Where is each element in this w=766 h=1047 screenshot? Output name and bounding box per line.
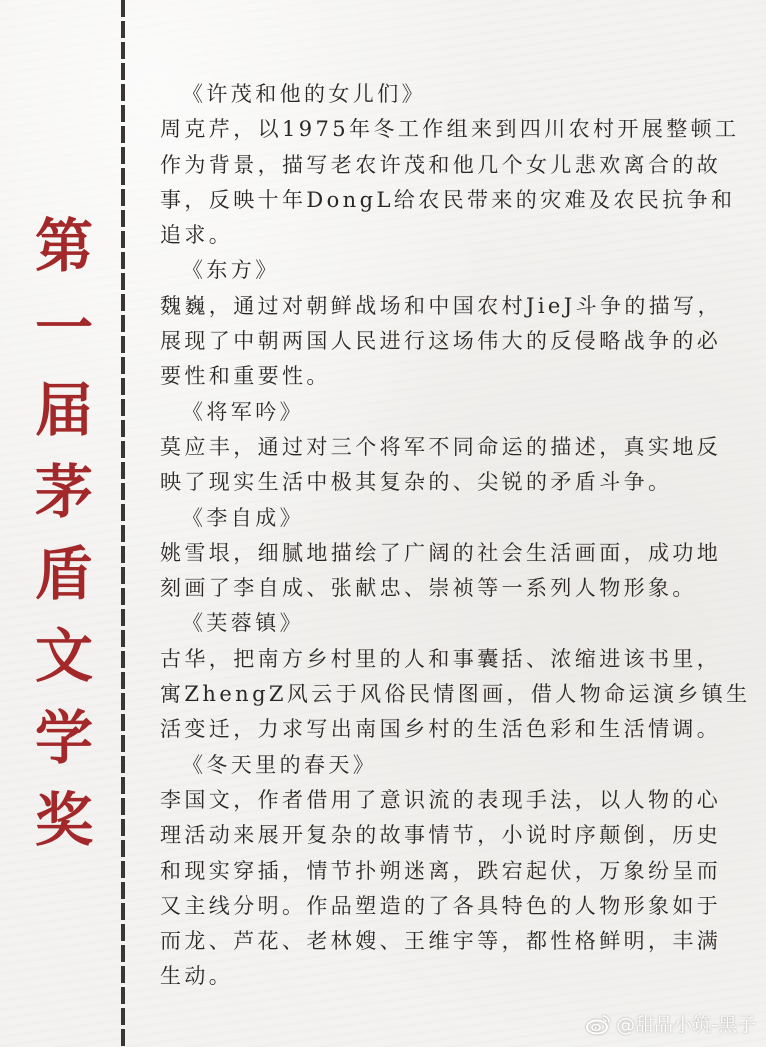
title-char: 一 [34, 294, 93, 362]
entry [160, 606, 750, 747]
title-char: 届 [34, 376, 93, 444]
dashed-divider [121, 0, 125, 1047]
entry [160, 501, 750, 607]
description-line: 刻画了李自成、张献忠、崇祯等一系列人物形象。 [160, 576, 697, 601]
title-char: 学 [34, 704, 93, 772]
description-line: 生动。 [160, 964, 234, 989]
description-line: 要性和重要性。 [160, 364, 331, 389]
entries-list [160, 77, 750, 995]
title-char: 第 [34, 212, 93, 280]
description-line: 理活动来展开复杂的故事情节，小说时序颠倒，历史 [160, 823, 722, 848]
book-title: 《将军吟》 [182, 399, 304, 424]
book-title: 《冬天里的春天》 [182, 752, 378, 777]
description-line: 追求。 [160, 223, 234, 248]
description-line: 周克芹，以1975年冬工作组来到四川农村开展整顿工 [160, 117, 740, 142]
title-char: 文 [34, 622, 93, 690]
description-line: 寓ZhengZ风云于风俗民情图画，借人物命运演乡镇生 [160, 682, 751, 707]
description-line: 魏巍，通过对朝鲜战场和中国农村JieJ斗争的描写， [160, 293, 722, 318]
book-title: 《芙蓉镇》 [182, 611, 304, 636]
book-title: 《东方》 [182, 258, 280, 283]
description-line: 姚雪垠，细腻地描绘了广阔的社会生活画面，成功地 [160, 540, 722, 565]
description-line: 和现实穿插，情节扑朔迷离，跌宕起伏，万象纷呈而 [160, 858, 722, 883]
watermark-text: @甜品小筑-黑子 [616, 1014, 756, 1036]
description-line: 作为背景，描写老农许茂和他几个女儿悲欢离合的故 [160, 152, 722, 177]
watermark [586, 1010, 756, 1037]
title-char: 盾 [34, 540, 93, 608]
title-char: 茅 [34, 458, 93, 526]
entry [160, 253, 750, 394]
entry [160, 77, 750, 253]
description-line: 李国文，作者借用了意识流的表现手法，以人物的心 [160, 787, 722, 812]
description-line: 而龙、芦花、老林嫂、王维宇等，都性格鲜明，丰满 [160, 929, 722, 954]
entry [160, 748, 750, 995]
book-title: 《李自成》 [182, 505, 304, 530]
description-line: 莫应丰，通过对三个将军不同命运的描述，真实地反 [160, 434, 722, 459]
book-title: 《许茂和他的女儿们》 [182, 82, 426, 106]
description-line: 展现了中朝两国人民进行这场伟大的反侵略战争的必 [160, 329, 722, 354]
description-line: 映了现实生活中极其复杂的、尖锐的矛盾斗争。 [160, 470, 673, 495]
weibo-icon [586, 1013, 612, 1035]
vertical-title [32, 214, 96, 870]
description-line: 古华，把南方乡村里的人和事囊括、浓缩进该书里， [160, 646, 722, 671]
description-line: 事，反映十年DongL给农民带来的灾难及农民抗争和 [160, 187, 736, 212]
description-line: 活变迁，力求写出南国乡村的生活色彩和生活情调。 [160, 717, 722, 742]
title-char: 奖 [34, 786, 93, 854]
entry [160, 395, 750, 501]
description-line: 又主线分明。作品塑造的了各具特色的人物形象如于 [160, 893, 722, 918]
